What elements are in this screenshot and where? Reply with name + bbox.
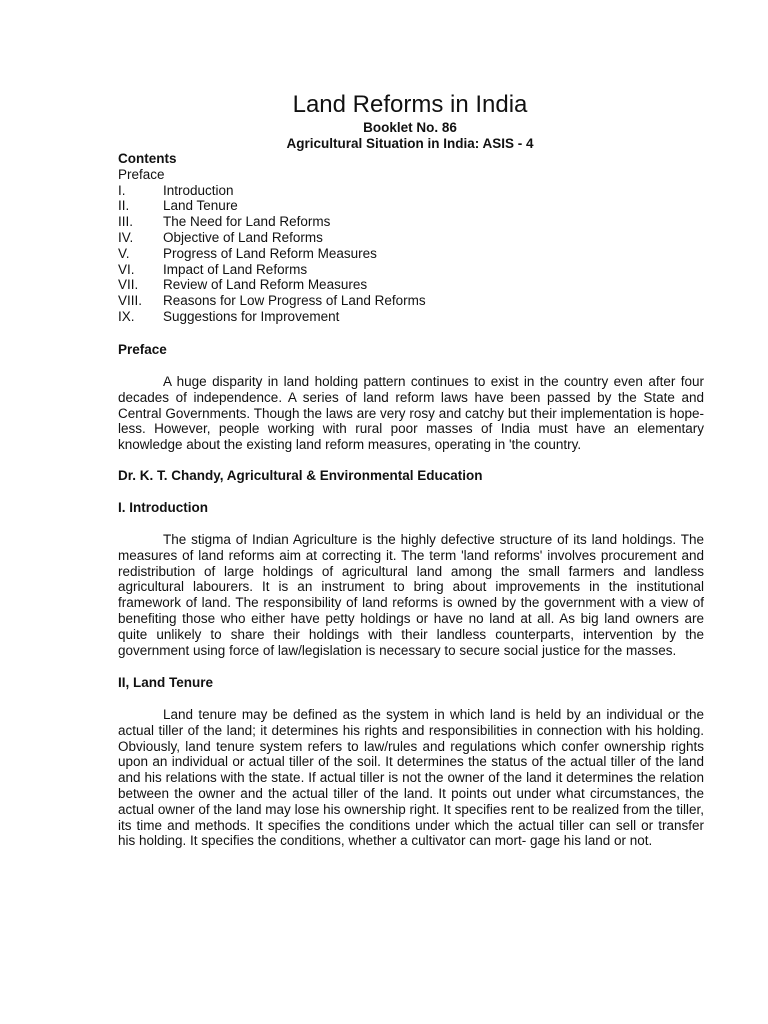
contents-item-number: V. — [118, 245, 130, 261]
contents-item-number: VIII. — [118, 293, 143, 309]
contents-item-number: VI. — [118, 261, 135, 277]
contents-item — [118, 309, 426, 325]
land-tenure-paragraph: Land tenure may be defined as the system in which land is held by an individual or the actual tiller of the land; it determines his rights and responsibilities in connection with his holding. Obviously, land tenure system refers to law/rules and regulations which confer ownership rights upon an individual or actual tiller of the soil. It determines the status of the actual tiller of the land and his relations with the state. If actual tiller is not the owner of the land it determines the relation between the owner and the actual tiller of the land. It points out under what circumstances, the actual owner of the land may lose his ownership right. It specifies rent to be realized from the tiller, its time and methods. It specifies the conditions under which the actual tiller can sell or transfer his holding. It specifies the conditions, whether a cultivator can mort- gage his land or not. — [118, 707, 704, 849]
contents-item — [118, 262, 426, 278]
table-of-contents — [118, 151, 426, 325]
preface-heading: Preface — [118, 342, 167, 357]
contents-heading: Contents — [118, 151, 177, 166]
contents-item-number: IV. — [118, 229, 134, 245]
series-title: Agricultural Situation in India: ASIS - 4 — [286, 136, 534, 151]
contents-item-label: Objective of Land Reforms — [163, 229, 323, 245]
contents-item-label: Impact of Land Reforms — [163, 261, 308, 277]
contents-item-preface: Preface — [118, 166, 165, 182]
contents-item — [118, 183, 426, 199]
contents-item — [118, 198, 426, 214]
contents-item — [118, 214, 426, 230]
contents-item-number: VII. — [118, 277, 139, 293]
contents-item — [118, 277, 426, 293]
contents-item-number: III. — [118, 214, 134, 230]
author-line: Dr. K. T. Chandy, Agricultural & Environmental Education — [118, 468, 483, 483]
contents-item — [118, 230, 426, 246]
contents-item-label: Land Tenure — [163, 198, 238, 214]
contents-item-label: Progress of Land Reform Measures — [163, 245, 377, 261]
contents-item-label: Introduction — [163, 182, 234, 198]
contents-item — [118, 293, 426, 309]
document-title: Land Reforms in India — [292, 91, 528, 118]
contents-item-number: IX. — [118, 308, 135, 324]
contents-item-number: I. — [118, 182, 126, 198]
preface-paragraph: A huge disparity in land holding pattern continues to exist in the country even after four decades of independence. A series of land reform laws have been passed by the State and Central Governments. Though the laws are very rosy and catchy but their implementation is hope- less. However, people working with rural poor masses of India must have an elementary knowledge about the existing land reform measures, operating in 'the country. — [118, 374, 704, 453]
booklet-number: Booklet No. 86 — [363, 120, 457, 135]
contents-item-label: Reasons for Low Progress of Land Reforms — [163, 293, 426, 309]
contents-item-label: Suggestions for Improvement — [163, 308, 340, 324]
introduction-heading: I. Introduction — [118, 500, 208, 515]
contents-item — [118, 246, 426, 262]
contents-item-label: Review of Land Reform Measures — [163, 277, 368, 293]
contents-item-number: II. — [118, 198, 130, 214]
land-tenure-heading: II, Land Tenure — [118, 675, 214, 690]
introduction-paragraph: The stigma of Indian Agriculture is the highly defective structure of its land holdings. The measures of land reforms aim at correcting it. The term 'land reforms' involves procurement and redistribution of large holdings of agricultural land among the small farmers and landless agricultural labourers. It is an instrument to bring about improvements in the institutional framework of land. The responsibility of land reforms is owned by the government with a view of benefiting those who either have petty holdings or have no land at all. As big land owners are quite unlikely to share their holdings with their landless counterparts, intervention by the government using force of law/legislation is necessary to secure social justice for the masses. — [118, 532, 704, 658]
contents-item-label: The Need for Land Reforms — [163, 214, 331, 230]
